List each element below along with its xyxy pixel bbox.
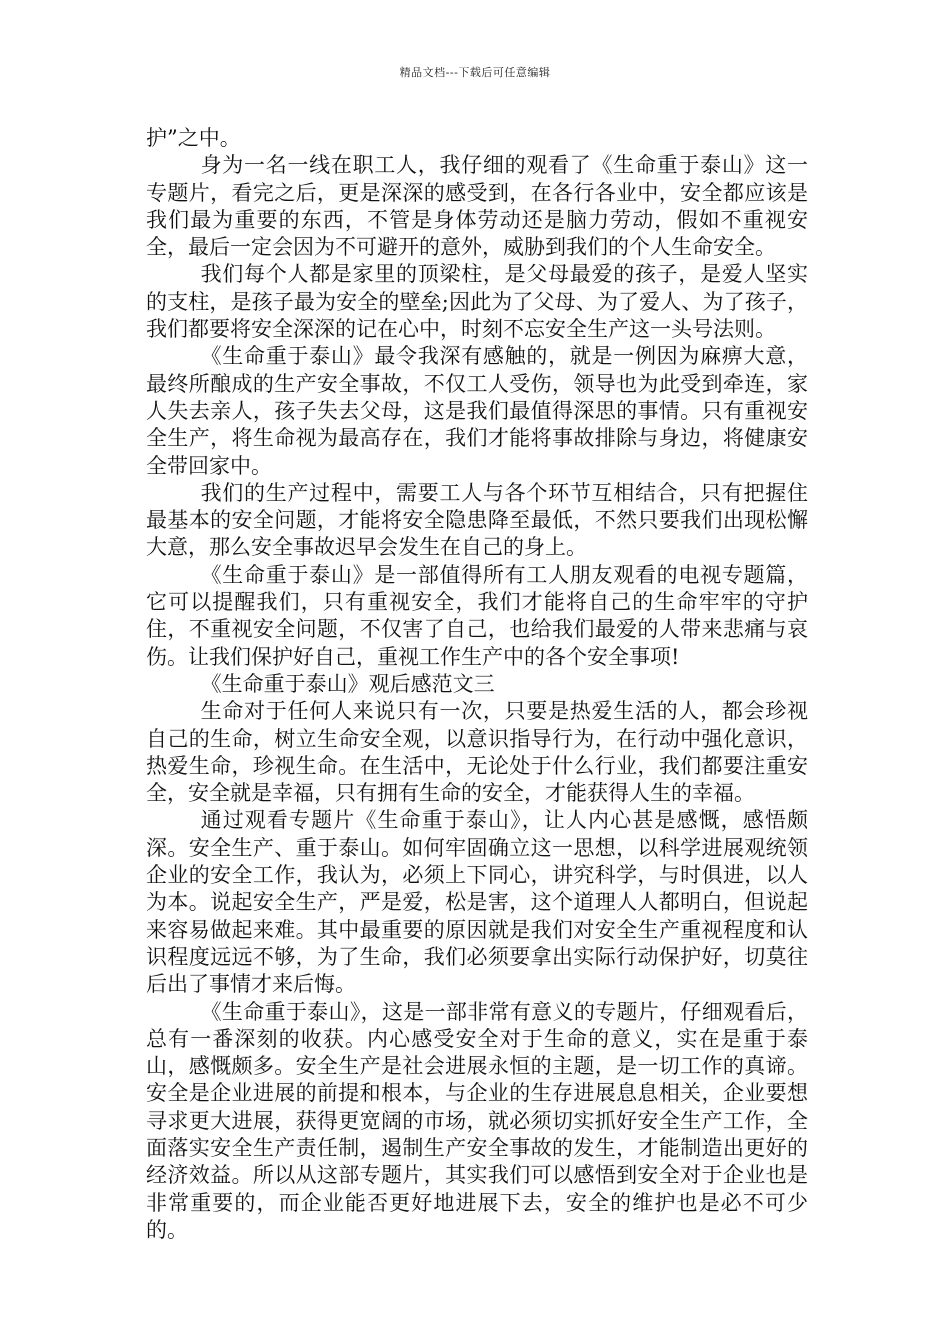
paragraph: 《生命重于泰山》是一部值得所有工人朋友观看的电视专题篇，它可以提醒我们，只有重视安全，我们才能将自己的生命牢牢的守护住，不重视安全问题，不仅害了自己，也给我们最爱的人带来悲痛与哀伤。让我们保护好自己，重视工作生产中的各个安全事项! bbox=[146, 562, 808, 669]
paragraph: 《生命重于泰山》，这是一部非常有意义的专题片，仔细观看后，总有一番深刻的收获。内心感受安全对于生命的意义，实在是重于泰山，感慨颇多。安全生产是社会进展永恒的主题，是一切工作的真谛。安全是企业进展的前提和根本，与企业的生存进展息息相关，企业要想寻求更大进展，获得更宽阔的市场，就必须切实抓好安全生产工作，全面落实安全生产责任制，遏制生产安全事故的发生，才能制造出更好的经济效益。所以从这部专题片，其实我们可以感悟到安全对于企业也是非常重要的，而企业能否更好地进展下去，安全的维护也是必不可少的。 bbox=[146, 999, 808, 1242]
document-body bbox=[146, 125, 808, 1244]
paragraph-continuation: 护”之中。 bbox=[146, 126, 241, 150]
paragraph: 生命对于任何人来说只有一次，只要是热爱生活的人，都会珍视自己的生命，树立生命安全观，以意识指导行为，在行动中强化意识，热爱生命，珍视生命。在生活中，无论处于什么行业，我们都要注重安全，安全就是幸福，只有拥有生命的安全，才能获得人生的幸福。 bbox=[146, 699, 808, 806]
section-heading: 《生命重于泰山》观后感范文三 bbox=[200, 671, 495, 696]
paragraph: 我们的生产过程中，需要工人与各个环节互相结合，只有把握住最基本的安全问题，才能将安全隐患降至最低，不然只要我们出现松懈大意，那么安全事故迟早会发生在自己的身上。 bbox=[146, 480, 808, 560]
paragraph: 《生命重于泰山》最令我深有感触的，就是一例因为麻痹大意，最终所酿成的生产安全事故，不仅工人受伤，领导也为此受到牵连，家人失去亲人，孩子失去父母，这是我们最值得深思的事情。只有重视安全生产，将生命视为最高存在，我们才能将事故排除与身边，将健康安全带回家中。 bbox=[146, 344, 808, 478]
page-header: 精品文档---下载后可任意编辑 bbox=[399, 66, 551, 79]
paragraph: 通过观看专题片《生命重于泰山》，让人内心甚是感慨，感悟颇深。安全生产、重于泰山。如何牢固确立这一思想，以科学进展观统领企业的安全工作，我认为，必须上下同心，讲究科学，与时俱进，以人为本。说起安全生产，严是爱，松是害，这个道理人人都明白，但说起来容易做起来难。其中最重要的原因就是我们对安全生产重视程度和认识程度远远不够，为了生命，我们必须要拿出实际行动保护好，切莫往后出了事情才来后悔。 bbox=[146, 808, 808, 997]
paragraph: 我们每个人都是家里的顶梁柱，是父母最爱的孩子，是爱人坚实的支柱，是孩子最为安全的壁垒;因此为了父母、为了爱人、为了孩子，我们都要将安全深深的记在心中，时刻不忘安全生产这一头号法则。 bbox=[146, 262, 808, 342]
paragraph: 身为一名一线在职工人，我仔细的观看了《生命重于泰山》这一专题片，看完之后，更是深深的感受到，在各行各业中，安全都应该是我们最为重要的东西，不管是身体劳动还是脑力劳动，假如不重视安全，最后一定会因为不可避开的意外，威胁到我们的个人生命安全。 bbox=[146, 153, 808, 260]
